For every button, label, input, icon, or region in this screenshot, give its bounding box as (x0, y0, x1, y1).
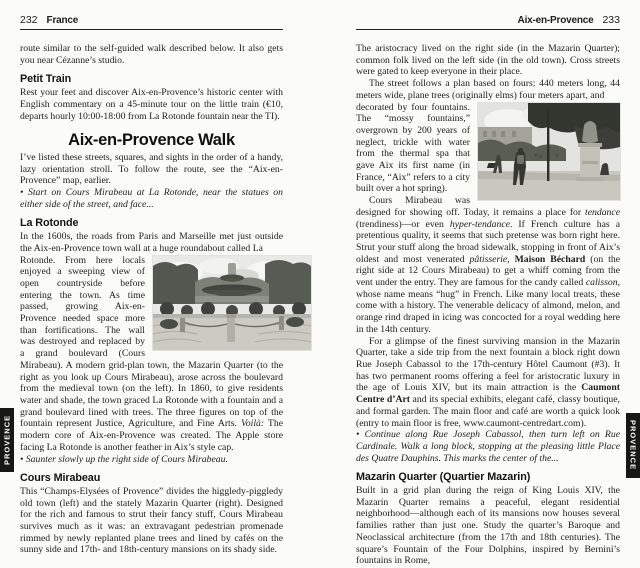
right-page-body (356, 43, 620, 567)
provence-tab-left: PROVENCE (0, 408, 14, 472)
left-page-number: 232 (20, 14, 38, 26)
page-right (320, 0, 640, 568)
cours-mirabeau-paragraph: This “Champs-Elysées of Provence” divides the higgledy-piggledy old town (left) and the stately Mazarin Quarter (right). Designed for the rich and famous to strut their fancy stuff, Cours Mirabeau survives much as it was: an extravagant pedestrian promenade rimmed by newly replanted plane trees and lined by cafés on the sunny side and 17th- and 18th-century mansions on its shady side. (20, 485, 283, 556)
la-rotonde-heading: La Rotonde (20, 217, 79, 230)
caumont-paragraph: For a glimpse of the finest surviving mansion in the Mazarin Quarter, take a side trip from the next fountain a block right down Rue Joseph Cabassol to the 17th-century Hôtel Caumont (#3). It has two permanent rooms offering a feel for aristocratic luxury in the age of Louis XIV, but its main attraction is the Caumont Centre d’Art and its special exhibits, elegant café, classy boutique, and formal garden. The main floor and café are worth a quick look (entry to main floor is free, www.caumont-centredart.com). (356, 335, 620, 429)
mazarin-heading: Mazarin Quarter (Quartier Mazarin) (356, 471, 531, 484)
left-page-header (20, 14, 283, 30)
street-plan-paragraph-lead: The street follows a plan based on fours: 440 meters long, 44 meters wide, plane trees (originally elms) four meters apart, and (356, 78, 620, 101)
cours-mirabeau-photo (478, 103, 620, 200)
direction-start: • Start on Cours Mirabeau at La Rotonde, near the statues on either side of the street, and face... (20, 187, 283, 210)
petit-train-heading: Petit Train (20, 73, 72, 86)
la-rotonde-paragraph-lead: In the 1600s, the roads from Paris and Marseille met just outside the Aix-en-Provence town wall at a huge roundabout called La (20, 231, 283, 254)
cours-mirabeau-heading: Cours Mirabeau (20, 472, 101, 485)
left-page-body (20, 43, 283, 556)
la-rotonde-paragraph-wrap: Rotonde. From here locals enjoyed a sweeping view of open countryside before entering the town. As time passed, growing Aix-en-Provence needed space more than fortifications. The wall was destroyed and replaced by a grand boulevard (Cours Mirabeau). A modern grid-plan town, the Mazarin Quarter (to the right as you look up Cours Mirabeau), arose across the boulevard from the medieval town (on the left). In 1860, to give residents water and shade, the town graced La Rotonde with a fountain and a grand boulevard lined with trees. The three figures on top of the fountain represent Justice, Agriculture, and Fine Arts. Voilà: The modern core of Aix-en-Provence was created. The Apple store facing La Rotonde is another feather in Aix’s style cap. (20, 254, 283, 453)
right-page-section: Aix-en-Provence (517, 15, 594, 26)
petit-train-paragraph: Rest your feet and discover Aix-en-Provence’s historic center with English commentary on a 45-minute tour on the little train (€10, departs hourly 10:00-18:00 from La Rotonde fountain near the TI). (20, 87, 283, 122)
aristocracy-paragraph: The aristocracy lived on the right side (in the Mazarin Quarter); common folk lived on the left side (in the old town). Cross streets were gated to keep everyone in their place. (356, 43, 620, 78)
provence-tab-right: PROVENCE (626, 413, 640, 478)
mazarin-paragraph: Built in a grid plan during the reign of King Louis XIV, the Mazarin Quarter remains a peaceful, elegant residential neighborhood—although each of its mansions now houses several families rather than just one. Study the quarter’s Baroque and Neoclassical architecture (from the 17th and 18th centuries). The square’s Fountain of the Four Dolphins, inspired by Bernini’s fountains in Rome, (356, 485, 620, 567)
walk-title: Aix-en-Provence Walk (68, 131, 235, 150)
cours-mirabeau-photo-illustration (478, 103, 620, 200)
right-page-number: 233 (602, 14, 620, 26)
right-page-header (356, 14, 620, 30)
walk-intro-paragraph: I’ve listed these streets, squares, and sights in the order of a handy, lazy orientation stroll. To follow the route, see the “Aix-en-Provence” map, earlier. (20, 151, 283, 187)
showing-off-paragraph: Cours Mirabeau was designed for showing off. Today, it remains a place for tendance (trendiness)—or even hyper-tendance. If French culture has a pretentious quality, it seems that such pretense was born right here. Strut your stuff along the broad sidewalk, stopping in front of Aix’s oldest and most venerated pâtisserie, Maison Béchard (on the right side at 12 Cours Mirabeau) to get a whiff coming from the vent under the entry. They are famous for the candy called calisson, whose name means “hug” in French. Like many local treats, these come with a history. The venerable delicacy of almond, melon, and orange rind draped in icing was concocted for a royal wedding here in the 14th century. (356, 195, 620, 335)
direction-saunter: • Saunter slowly up the right side of Cours Mirabeau. (20, 453, 228, 465)
intro-paragraph: route similar to the self-guided walk described below. It also gets you near Cézanne’s studio. (20, 43, 283, 66)
la-rotonde-photo (153, 256, 311, 350)
left-page-section: France (46, 15, 79, 26)
street-plan-paragraph-wrap: decorated by four fountains. The “mossy fountains,” overgrown by 200 years of neglect, trickle with water from the thermal spa that gave Aix its first name (in France, “Aix” refers to a city built over a hot spring). (356, 101, 470, 195)
direction-continue: • Continue along Rue Joseph Cabassol, then turn left on Rue Cardinale. Walk a long block, stopping at the pleasing little Place des Quatre Dauphins. This marks the center of the... (356, 429, 620, 464)
la-rotonde-photo-illustration (153, 256, 311, 350)
